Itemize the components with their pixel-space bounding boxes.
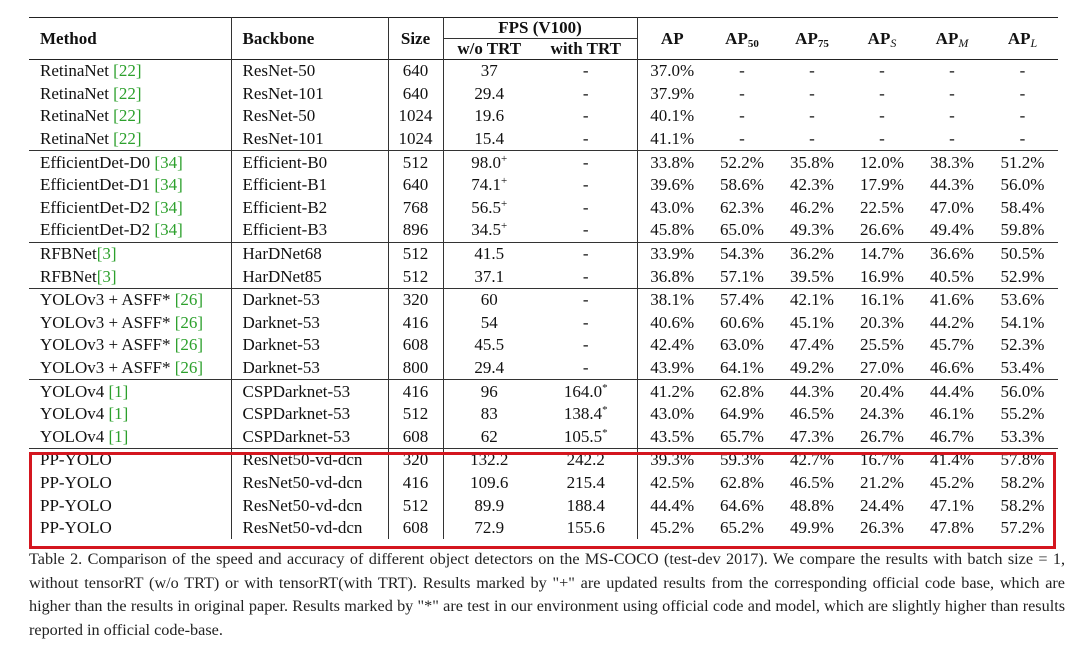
cell-fps-wo-trt: 109.6 — [443, 472, 535, 495]
cell-ap50: 62.3% — [720, 197, 764, 217]
cell-ap: 37.0% — [637, 60, 707, 83]
cell-apm: - — [949, 61, 955, 81]
cell-method: EfficientDet-D1 [34] — [40, 175, 183, 195]
cell-method: YOLOv4 [1] — [40, 426, 129, 446]
cell-backbone: Efficient-B1 — [231, 174, 388, 197]
cell-fps-wo-trt: 54 — [443, 312, 535, 335]
cell-apm: 47.1% — [930, 495, 974, 515]
cell-backbone: Darknet-53 — [231, 334, 388, 357]
cell-fps-with-trt: 138.4* — [563, 404, 608, 424]
cell-apm: 38.3% — [930, 152, 974, 172]
cell-ap: 38.1% — [637, 288, 707, 311]
cell-fps-wo-trt: 72.9 — [443, 517, 535, 540]
cell-ap: 43.0% — [637, 197, 707, 220]
citation-link[interactable]: [22] — [113, 129, 142, 149]
cell-ap50: 64.1% — [720, 358, 764, 378]
cell-size: 896 — [388, 219, 443, 242]
citation-link[interactable]: [1] — [108, 381, 129, 401]
cell-ap: 40.6% — [637, 312, 707, 335]
cell-fps-with-trt: - — [582, 106, 589, 126]
cell-ap50: - — [739, 129, 745, 149]
cell-backbone: ResNet50-vd-dcn — [231, 449, 388, 472]
cell-fps-with-trt: 242.2 — [566, 450, 605, 470]
cell-method: YOLOv3 + ASFF* [26] — [40, 358, 204, 378]
cell-method: PP-YOLO — [40, 518, 112, 538]
cell-apm: 44.3% — [930, 175, 974, 195]
cell-apm: 46.6% — [930, 358, 974, 378]
cell-apl: 57.8% — [1000, 450, 1045, 470]
cell-ap75: 49.3% — [790, 220, 834, 240]
cell-ap50: 59.3% — [720, 450, 764, 470]
cell-method: RFBNet[3] — [40, 244, 117, 264]
table-row — [29, 219, 1058, 242]
table-header — [29, 18, 1058, 60]
cell-apl: 55.2% — [1000, 404, 1045, 424]
cell-ap50: 52.2% — [720, 152, 764, 172]
cell-ap50: 64.6% — [720, 495, 764, 515]
cell-apm: 41.4% — [930, 450, 974, 470]
cell-apl: 51.2% — [1000, 152, 1045, 172]
table-body — [29, 60, 1058, 540]
cell-fps-wo-trt: 89.9 — [443, 494, 535, 517]
cell-method: RetinaNet [22] — [40, 61, 142, 81]
cell-size: 640 — [388, 83, 443, 106]
table-row — [29, 357, 1058, 380]
cell-fps-with-trt: - — [582, 152, 589, 172]
cell-ap: 45.8% — [637, 219, 707, 242]
header-backbone: Backbone — [231, 18, 388, 60]
cell-apl: 53.4% — [1000, 358, 1045, 378]
cell-apl: - — [1019, 83, 1026, 103]
cell-fps-with-trt: 215.4 — [566, 472, 605, 492]
cell-size: 512 — [388, 265, 443, 288]
citation-link[interactable]: [26] — [174, 312, 204, 332]
cell-apl: 56.0% — [1000, 381, 1045, 401]
cell-size: 512 — [388, 494, 443, 517]
cell-backbone: Efficient-B2 — [231, 197, 388, 220]
cell-size: 608 — [388, 426, 443, 449]
cell-ap75: 48.8% — [790, 495, 834, 515]
cell-ap50: - — [739, 106, 745, 126]
cell-ap: 33.8% — [637, 151, 707, 174]
cell-ap75: - — [809, 61, 815, 81]
cell-aps: 12.0% — [860, 152, 904, 172]
cell-apm: 47.0% — [930, 197, 974, 217]
table-row — [29, 380, 1058, 403]
cell-fps-with-trt: - — [582, 83, 589, 103]
cell-method: EfficientDet-D2 [34] — [40, 220, 183, 240]
cell-fps-wo-trt: 34.5+ — [443, 219, 535, 242]
cell-method: YOLOv3 + ASFF* [26] — [40, 335, 204, 355]
cell-aps: 22.5% — [860, 197, 904, 217]
cell-method: YOLOv4 [1] — [40, 381, 129, 401]
cell-apm: - — [949, 83, 955, 103]
cell-aps: 14.7% — [860, 244, 904, 264]
cell-ap50: 64.9% — [720, 404, 764, 424]
cell-ap50: - — [739, 83, 745, 103]
header-with-trt: with TRT — [550, 39, 621, 58]
cell-apl: - — [1019, 106, 1026, 126]
cell-backbone: CSPDarknet-53 — [231, 426, 388, 449]
citation-link[interactable]: [22] — [113, 61, 142, 81]
cell-method: PP-YOLO — [40, 472, 112, 492]
cell-fps-with-trt: - — [582, 175, 589, 195]
header-size: Size — [388, 18, 443, 60]
cell-ap: 37.9% — [637, 83, 707, 106]
header-ap50: $AP_{50}$ — [725, 28, 759, 50]
cell-apm: 45.7% — [930, 335, 974, 355]
cell-aps: - — [879, 106, 885, 126]
citation-link[interactable]: [34] — [154, 175, 183, 195]
cell-ap50: 65.7% — [720, 426, 764, 446]
cell-apm: 44.4% — [930, 381, 974, 401]
cell-fps-wo-trt: 29.4 — [443, 83, 535, 106]
cell-fps-wo-trt: 83 — [443, 403, 535, 426]
cell-aps: 16.7% — [860, 450, 904, 470]
cell-fps-wo-trt: 132.2 — [443, 449, 535, 472]
table-row — [29, 288, 1058, 311]
cell-apl: 58.2% — [1000, 495, 1045, 515]
cell-backbone: ResNet-50 — [231, 60, 388, 83]
cell-ap: 36.8% — [637, 265, 707, 288]
cell-ap: 43.5% — [637, 426, 707, 449]
cell-method: RetinaNet [22] — [40, 83, 142, 103]
cell-aps: 24.3% — [860, 404, 904, 424]
cell-fps-with-trt: - — [582, 312, 589, 332]
cell-method: YOLOv3 + ASFF* [26] — [40, 290, 204, 310]
cell-size: 416 — [388, 312, 443, 335]
cell-apm: - — [949, 106, 955, 126]
header-fps: FPS (V100) — [443, 18, 637, 39]
citation-link[interactable]: [1] — [108, 404, 129, 424]
cell-size: 640 — [388, 174, 443, 197]
table-row — [29, 151, 1058, 174]
cell-fps-wo-trt: 15.4 — [443, 128, 535, 151]
cell-fps-wo-trt: 37 — [443, 60, 535, 83]
cell-fps-wo-trt: 37.1 — [443, 265, 535, 288]
cell-size: 768 — [388, 197, 443, 220]
cell-fps-wo-trt: 19.6 — [443, 105, 535, 128]
cell-ap50: 65.0% — [720, 220, 764, 240]
cell-ap75: 35.8% — [790, 152, 834, 172]
cell-backbone: HarDNet68 — [231, 242, 388, 265]
cell-ap50: 65.2% — [720, 518, 764, 538]
cell-backbone: ResNet50-vd-dcn — [231, 472, 388, 495]
header-apm: $AP_M$ — [935, 28, 969, 50]
cell-ap75: 46.5% — [790, 472, 834, 492]
cell-aps: 26.7% — [860, 426, 904, 446]
cell-fps-with-trt: - — [582, 129, 589, 149]
cell-ap: 43.9% — [637, 357, 707, 380]
table-row — [29, 174, 1058, 197]
table-row — [29, 517, 1058, 540]
cell-fps-wo-trt: 74.1+ — [443, 174, 535, 197]
table-row — [29, 312, 1058, 335]
cell-size: 640 — [388, 60, 443, 83]
cell-aps: - — [879, 83, 885, 103]
cell-fps-wo-trt: 29.4 — [443, 357, 535, 380]
cell-ap75: - — [809, 83, 815, 103]
header-method: Method — [40, 28, 97, 48]
cell-ap: 41.1% — [637, 128, 707, 151]
cell-apl: 58.2% — [1000, 472, 1045, 492]
citation-link[interactable]: [3] — [96, 244, 117, 264]
cell-fps-with-trt: 155.6 — [566, 518, 605, 538]
cell-aps: - — [879, 129, 885, 149]
cell-ap: 42.5% — [637, 472, 707, 495]
cell-apl: 53.3% — [1000, 426, 1045, 446]
table-row — [29, 494, 1058, 517]
table-row — [29, 426, 1058, 449]
cell-aps: 16.9% — [860, 266, 904, 286]
cell-ap75: 39.5% — [790, 266, 834, 286]
cell-apm: 49.4% — [930, 220, 974, 240]
cell-method: RFBNet[3] — [40, 266, 117, 286]
cell-backbone: Darknet-53 — [231, 312, 388, 335]
header-ap: AP — [637, 18, 707, 60]
cell-apm: 45.2% — [930, 472, 974, 492]
cell-apl: 52.9% — [1000, 266, 1045, 286]
cell-fps-with-trt: - — [582, 335, 589, 355]
citation-link[interactable]: [34] — [154, 220, 183, 240]
cell-ap75: 49.9% — [790, 518, 834, 538]
table-row — [29, 242, 1058, 265]
cell-aps: 20.3% — [860, 312, 904, 332]
cell-ap50: - — [739, 61, 745, 81]
table-row — [29, 334, 1058, 357]
cell-method: RetinaNet [22] — [40, 106, 142, 126]
table-row — [29, 105, 1058, 128]
cell-ap: 39.3% — [637, 449, 707, 472]
table-row — [29, 265, 1058, 288]
cell-fps-with-trt: - — [582, 197, 589, 217]
cell-size: 320 — [388, 449, 443, 472]
cell-ap: 45.2% — [637, 517, 707, 540]
cell-backbone: ResNet-101 — [231, 83, 388, 106]
cell-backbone: Efficient-B3 — [231, 219, 388, 242]
cell-size: 416 — [388, 472, 443, 495]
table-row — [29, 60, 1058, 83]
cell-ap75: - — [809, 106, 815, 126]
cell-fps-with-trt: 188.4 — [566, 495, 605, 515]
cell-size: 608 — [388, 334, 443, 357]
cell-apl: 58.4% — [1000, 197, 1045, 217]
table-row — [29, 472, 1058, 495]
results-table-container — [29, 17, 1058, 539]
cell-apm: 46.1% — [930, 404, 974, 424]
cell-apl: 56.0% — [1000, 175, 1045, 195]
cell-ap50: 58.6% — [720, 175, 764, 195]
cell-apl: 52.3% — [1000, 335, 1045, 355]
cell-ap75: 49.2% — [790, 358, 834, 378]
cell-ap50: 62.8% — [720, 381, 764, 401]
cell-aps: 16.1% — [860, 290, 904, 310]
cell-aps: 26.3% — [860, 518, 904, 538]
table-row — [29, 83, 1058, 106]
cell-size: 512 — [388, 403, 443, 426]
cell-backbone: ResNet-101 — [231, 128, 388, 151]
cell-apm: 44.2% — [930, 312, 974, 332]
cell-apm: 47.8% — [930, 518, 974, 538]
cell-ap75: 36.2% — [790, 244, 834, 264]
cell-aps: 17.9% — [860, 175, 904, 195]
cell-method: PP-YOLO — [40, 495, 112, 515]
cell-fps-with-trt: - — [582, 358, 589, 378]
cell-aps: 21.2% — [860, 472, 904, 492]
cell-backbone: Efficient-B0 — [231, 151, 388, 174]
cell-ap75: 45.1% — [790, 312, 834, 332]
cell-apm: 41.6% — [930, 290, 974, 310]
cell-ap: 39.6% — [637, 174, 707, 197]
cell-ap: 42.4% — [637, 334, 707, 357]
cell-ap50: 57.4% — [720, 290, 764, 310]
cell-ap: 44.4% — [637, 494, 707, 517]
cell-backbone: CSPDarknet-53 — [231, 380, 388, 403]
cell-backbone: ResNet50-vd-dcn — [231, 517, 388, 540]
cell-fps-wo-trt: 96 — [443, 380, 535, 403]
cell-apl: - — [1019, 61, 1026, 81]
cell-fps-with-trt: - — [582, 290, 589, 310]
cell-fps-wo-trt: 98.0+ — [443, 151, 535, 174]
cell-size: 320 — [388, 288, 443, 311]
cell-fps-wo-trt: 56.5+ — [443, 197, 535, 220]
citation-link[interactable]: [3] — [96, 266, 117, 286]
header-aps: $AP_S$ — [867, 28, 897, 50]
header-apl: $AP_L$ — [1007, 28, 1038, 50]
cell-backbone: ResNet-50 — [231, 105, 388, 128]
cell-ap75: 46.2% — [790, 197, 834, 217]
cell-size: 512 — [388, 242, 443, 265]
cell-apl: - — [1019, 129, 1026, 149]
cell-aps: 24.4% — [860, 495, 904, 515]
cell-method: PP-YOLO — [40, 450, 112, 470]
cell-apm: - — [949, 129, 955, 149]
cell-fps-with-trt: - — [582, 244, 589, 264]
cell-aps: 25.5% — [860, 335, 904, 355]
cell-apl: 54.1% — [1000, 312, 1045, 332]
table-caption: Table 2. Comparison of the speed and accuracy of different object detectors on the MS-COCO (test-dev 2017). We compare the results with batch size = 1, without tensorRT (w/o TRT) or with tensorRT(with TRT). Results marked by "+" are updated results from the corresponding official code base, which are higher than the results in original paper. Results marked by "*" are test in our environment using official code and model, which are slightly higher than results reported in official code-base. — [29, 550, 1065, 639]
cell-aps: 27.0% — [860, 358, 904, 378]
citation-link[interactable]: [26] — [174, 290, 204, 310]
cell-apl: 57.2% — [1000, 518, 1045, 538]
cell-size: 800 — [388, 357, 443, 380]
cell-aps: 26.6% — [860, 220, 904, 240]
cell-apl: 50.5% — [1000, 244, 1045, 264]
cell-ap75: 46.5% — [790, 404, 834, 424]
cell-ap50: 54.3% — [720, 244, 764, 264]
citation-link[interactable]: [26] — [174, 335, 204, 355]
cell-ap: 40.1% — [637, 105, 707, 128]
citation-link[interactable]: [22] — [113, 106, 142, 126]
cell-size: 416 — [388, 380, 443, 403]
cell-ap75: 47.3% — [790, 426, 834, 446]
cell-size: 1024 — [388, 128, 443, 151]
cell-ap: 33.9% — [637, 242, 707, 265]
cell-ap75: 42.7% — [790, 450, 834, 470]
cell-ap50: 63.0% — [720, 335, 764, 355]
cell-fps-wo-trt: 60 — [443, 288, 535, 311]
cell-size: 608 — [388, 517, 443, 540]
cell-ap50: 62.8% — [720, 472, 764, 492]
header-ap75: $AP_{75}$ — [795, 28, 829, 50]
cell-ap75: 42.1% — [790, 290, 834, 310]
cell-aps: - — [879, 61, 885, 81]
cell-apm: 46.7% — [930, 426, 974, 446]
cell-backbone: Darknet-53 — [231, 357, 388, 380]
citation-link[interactable]: [34] — [154, 152, 183, 172]
cell-apl: 53.6% — [1000, 290, 1045, 310]
cell-ap75: 42.3% — [790, 175, 834, 195]
results-table — [29, 17, 1058, 539]
cell-ap75: 47.4% — [790, 335, 834, 355]
cell-fps-with-trt: - — [582, 266, 589, 286]
cell-apl: 59.8% — [1000, 220, 1045, 240]
citation-link[interactable]: [26] — [174, 358, 204, 378]
cell-size: 512 — [388, 151, 443, 174]
cell-fps-wo-trt: 62 — [443, 426, 535, 449]
table-row — [29, 403, 1058, 426]
cell-method: YOLOv3 + ASFF* [26] — [40, 312, 204, 332]
cell-aps: 20.4% — [860, 381, 904, 401]
cell-backbone: CSPDarknet-53 — [231, 403, 388, 426]
cell-method: EfficientDet-D0 [34] — [40, 152, 183, 172]
cell-apm: 40.5% — [930, 266, 974, 286]
cell-ap75: 44.3% — [790, 381, 834, 401]
cell-fps-with-trt: 164.0* — [563, 381, 608, 401]
cell-backbone: Darknet-53 — [231, 288, 388, 311]
cell-ap50: 57.1% — [720, 266, 764, 286]
table-row — [29, 128, 1058, 151]
cell-apm: 36.6% — [930, 244, 974, 264]
cell-ap50: 60.6% — [720, 312, 764, 332]
cell-backbone: ResNet50-vd-dcn — [231, 494, 388, 517]
cell-method: RetinaNet [22] — [40, 129, 142, 149]
cell-method: YOLOv4 [1] — [40, 404, 129, 424]
cell-fps-wo-trt: 45.5 — [443, 334, 535, 357]
table-row — [29, 197, 1058, 220]
cell-fps-with-trt: - — [582, 220, 589, 240]
header-wo-trt: w/o TRT — [443, 39, 535, 60]
table-row — [29, 449, 1058, 472]
cell-ap: 41.2% — [637, 380, 707, 403]
cell-ap75: - — [809, 129, 815, 149]
citation-link[interactable]: [22] — [113, 83, 142, 103]
cell-method: EfficientDet-D2 [34] — [40, 197, 183, 217]
cell-fps-with-trt: - — [582, 61, 589, 81]
cell-backbone: HarDNet85 — [231, 265, 388, 288]
citation-link[interactable]: [1] — [108, 426, 129, 446]
cell-fps-with-trt: 105.5* — [563, 426, 608, 446]
cell-size: 1024 — [388, 105, 443, 128]
cell-fps-wo-trt: 41.5 — [443, 242, 535, 265]
citation-link[interactable]: [34] — [154, 197, 183, 217]
cell-ap: 43.0% — [637, 403, 707, 426]
